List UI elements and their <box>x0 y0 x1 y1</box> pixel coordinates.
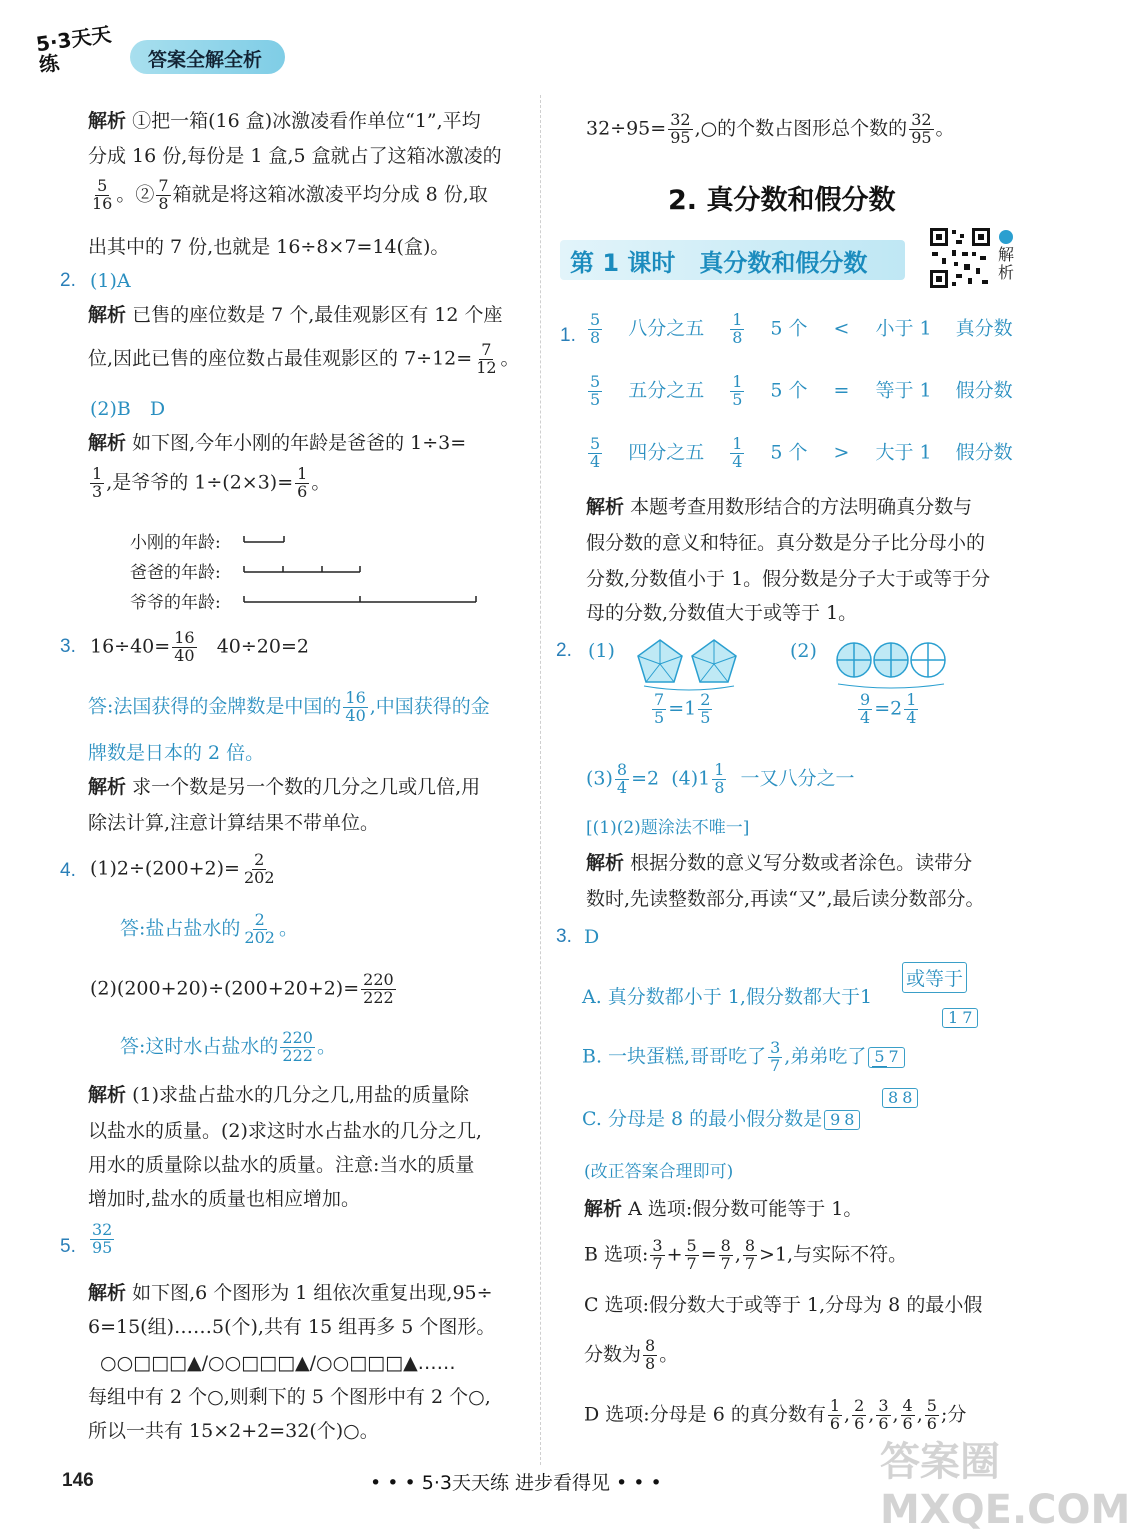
q5-analysis-1: 解析 如下图,6 个图形为 1 组依次重复出现,95÷ <box>88 1282 493 1304</box>
r-q1-number: 1. <box>560 325 576 346</box>
r-q2-note: [(1)(2)题涂法不唯一] <box>586 818 750 838</box>
r-q3-option-c: C. 分母是 8 的最小假分数是 9 8 <box>582 1108 862 1131</box>
q1-kind: 真分数 <box>955 317 1013 340</box>
column-divider <box>540 95 541 1465</box>
q3-analysis-2: 除法计算,注意计算结果不带单位。 <box>88 812 380 834</box>
r-q3-option-b-correction: 1 7 <box>940 1006 980 1028</box>
q1-row: $\frac{5}{5}$ 五分之五 $\frac{1}{5}$ 5 个 = 等于 1 假分数 <box>590 372 1013 409</box>
pentagons-shaded <box>634 636 744 691</box>
r-q1-analysis-4: 母的分数,分数值大于或等于 1。 <box>586 602 858 624</box>
r-q2-analysis-2: 数时,先读整数部分,再读“又”,最后读分数部分。 <box>586 888 985 910</box>
r-q2-part3: (3) $\frac{8}{4}$ =2 (4)1 $\frac{1}{8}$ 一又八分之一 <box>586 760 855 797</box>
r-q1-analysis-1: 解析 本题考查用数形结合的方法明确真分数与 <box>586 496 973 518</box>
q2-analysis-2: 位,因此已售的座位数占最佳观影区的 7÷12= $\frac{7}{12}$ 。 <box>88 340 520 377</box>
header-badge: 答案全解全析 <box>148 49 263 71</box>
r-q2-part2-label: (2) <box>790 640 817 662</box>
r-q3-option-a: A. 真分数都小于 1,假分数都大于1 <box>582 986 873 1008</box>
section-title: 2. 真分数和假分数 <box>668 185 896 216</box>
q5-analysis-4: 所以一共有 15×2+2=32(个)○。 <box>88 1420 379 1442</box>
qr-code-icon[interactable] <box>928 226 992 290</box>
r-q2-part2-result: $\frac{9}{4}$ =2 $\frac{1}{4}$ <box>860 690 917 727</box>
age-label-dad: 爸爸的年龄: <box>130 563 221 583</box>
r-q3-note: (改正答案合理即可) <box>584 1162 734 1182</box>
r-q3-option-c-correction: 8 8 <box>880 1086 920 1108</box>
r-q3-analysis-c1: C 选项:假分数大于或等于 1,分母为 8 的最小假 <box>584 1294 983 1316</box>
q3-analysis-1: 解析 求一个数是另一个数的几分之几或几倍,用 <box>88 776 481 798</box>
q5-analysis-2: 6=15(组)……5(个),共有 15 组再多 5 个图形。 <box>88 1316 496 1338</box>
r-q3-option-a-correction: 或等于 <box>902 962 967 993</box>
r-q3-number: 3. <box>556 926 572 947</box>
q4-analysis-2: 以盐水的质量。(2)求这时水占盐水的几分之几, <box>88 1120 482 1142</box>
q4-analysis-1: 解析 (1)求盐占盐水的几分之几,用盐的质量除 <box>88 1084 470 1106</box>
q1-reading: 四分之五 <box>628 441 705 464</box>
r-q3-answer: D <box>584 926 600 948</box>
q1-kind: 假分数 <box>955 441 1013 464</box>
q1-reading: 五分之五 <box>628 379 705 402</box>
q1-compare: < <box>833 317 850 340</box>
q1-relation: 等于 1 <box>875 379 932 402</box>
q1-row: $\frac{5}{8}$ 八分之五 $\frac{1}{8}$ 5 个 < 小于 1 真分数 <box>590 310 1013 347</box>
q1-count: 5 个 <box>770 317 808 340</box>
r-q2-part1-result: $\frac{7}{5}$ =1 $\frac{2}{5}$ <box>654 690 711 727</box>
watermark: 答案圈 MXQE.COM <box>880 1439 1130 1533</box>
q1-relation: 大于 1 <box>875 441 932 464</box>
q4-analysis-3: 用水的质量除以盐水的质量。注意:当水的质量 <box>88 1154 475 1176</box>
circles-shaded <box>834 636 954 691</box>
q2-answer-1: (1)A <box>90 270 131 292</box>
q3-calc: 16÷40= $\frac{16}{40}$ 40÷20=2 <box>90 628 309 665</box>
q5-analysis-3: 每组中有 2 个○,则剩下的 5 个图形中有 2 个○, <box>88 1386 491 1408</box>
q4-answer-2: 答:这时水占盐水的 $\frac{220}{222}$ 。 <box>120 1028 336 1065</box>
q3-number: 3. <box>60 636 76 657</box>
r-q1-analysis-2: 假分数的意义和特征。真分数是分子比分母小的 <box>586 532 986 554</box>
q5-answer: $\frac{32}{95}$ <box>92 1220 113 1257</box>
q1-count: 5 个 <box>770 379 808 402</box>
q2-answer-2: (2)B D <box>90 398 166 420</box>
r-q3-analysis-d: D 选项:分母是 6 的真分数有 $\frac{1}{6}$ , $\frac{2}{6}$ , $\frac{3}{6}$ , $\frac{4}{6}$ , $\frac{5}{6}$ ;分 <box>584 1396 967 1433</box>
logo: 5·3天天练 <box>34 22 113 78</box>
r-q3-analysis-b: B 选项: $\frac{3}{7}$ + $\frac{5}{7}$ = $\frac{8}{7}$ , $\frac{8}{7}$ >1,与实际不符。 <box>584 1236 908 1273</box>
play-icon <box>999 230 1013 244</box>
q4-calc-1: (1)2÷(200+2)= $\frac{2}{202}$ <box>90 850 275 887</box>
r-q3-analysis-a: 解析 A 选项:假分数可能等于 1。 <box>584 1198 863 1220</box>
q1-compare: = <box>833 379 850 402</box>
q4-calc-2: (2)(200+20)÷(200+20+2)= $\frac{220}{222}$ <box>90 970 394 1007</box>
left-line-2: 分成 16 份,每份是 1 盒,5 盒就占了这箱冰激凌的 <box>88 145 502 167</box>
q4-analysis-4: 增加时,盐水的质量也相应增加。 <box>88 1188 361 1210</box>
age-label-grandpa: 爷爷的年龄: <box>130 593 221 613</box>
q2b-analysis-2: $\frac{1}{3}$ ,是爷爷的 1÷(2×3)= $\frac{1}{6}$ 。 <box>92 464 331 501</box>
footer-slogan: • • • 5·3天天练 进步看得见 • • • <box>370 1472 662 1494</box>
q2b-analysis-1: 解析 如下图,今年小刚的年龄是爸爸的 1÷3= <box>88 432 467 454</box>
q5-number: 5. <box>60 1236 76 1257</box>
r-q3-analysis-c2: 分数为 $\frac{8}{8}$ 。 <box>584 1336 679 1373</box>
q2-analysis-1: 解析 已售的座位数是 7 个,最佳观影区有 12 个座 <box>88 304 503 326</box>
qr-side-label: 解析 <box>998 245 1015 282</box>
r-q3-option-b: B. 一块蛋糕,哥哥吃了 $\frac{3}{7}$ ,弟弟吃了 5 7 <box>582 1040 907 1075</box>
q1-compare: > <box>833 441 850 464</box>
left-line-1: 解析 ①把一箱(16 盒)冰激凌看作单位“1”,平均 <box>88 110 481 132</box>
r-q2-analysis-1: 解析 根据分数的意义写分数或者涂色。读带分 <box>586 852 973 874</box>
r-q2-number: 2. <box>556 640 572 661</box>
age-bar-diagram <box>240 530 480 610</box>
q1-relation: 小于 1 <box>875 317 932 340</box>
right-top-line: 32÷95= $\frac{32}{95}$ ,○的个数占图形总个数的 $\frac{32}{95}$ 。 <box>586 110 955 147</box>
q1-row: $\frac{5}{4}$ 四分之五 $\frac{1}{4}$ 5 个 > 大于 1 假分数 <box>590 434 1013 471</box>
q1-count: 5 个 <box>770 441 808 464</box>
lesson-title: 第 1 课时 真分数和假分数 <box>570 249 868 277</box>
q5-shape-sequence: ○○□□□▲/○○□□□▲/○○□□□▲…… <box>100 1352 456 1374</box>
q4-answer-1: 答:盐占盐水的 $\frac{2}{202}$ 。 <box>120 910 298 947</box>
q1-kind: 假分数 <box>955 379 1013 402</box>
age-label-xiaogang: 小刚的年龄: <box>130 533 221 553</box>
q2-number: 2. <box>60 270 76 291</box>
left-line-4: 出其中的 7 份,也就是 16÷8×7=14(盒)。 <box>88 236 450 258</box>
left-line-3: $\frac{5}{16}$ 。② $\frac{7}{8}$ 箱就是将这箱冰激凌平均分成 8 份,取 <box>92 176 488 213</box>
q1-reading: 八分之五 <box>628 317 705 340</box>
q3-answer-2: 牌数是日本的 2 倍。 <box>88 742 265 764</box>
r-q2-part1-label: (1) <box>588 640 615 662</box>
page-number: 146 <box>62 1470 94 1491</box>
q4-number: 4. <box>60 860 76 881</box>
r-q1-analysis-3: 分数,分数值小于 1。假分数是分子大于或等于分 <box>586 568 991 590</box>
q3-answer-1: 答:法国获得的金牌数是中国的 $\frac{16}{40}$ ,中国获得的金 <box>88 688 490 725</box>
